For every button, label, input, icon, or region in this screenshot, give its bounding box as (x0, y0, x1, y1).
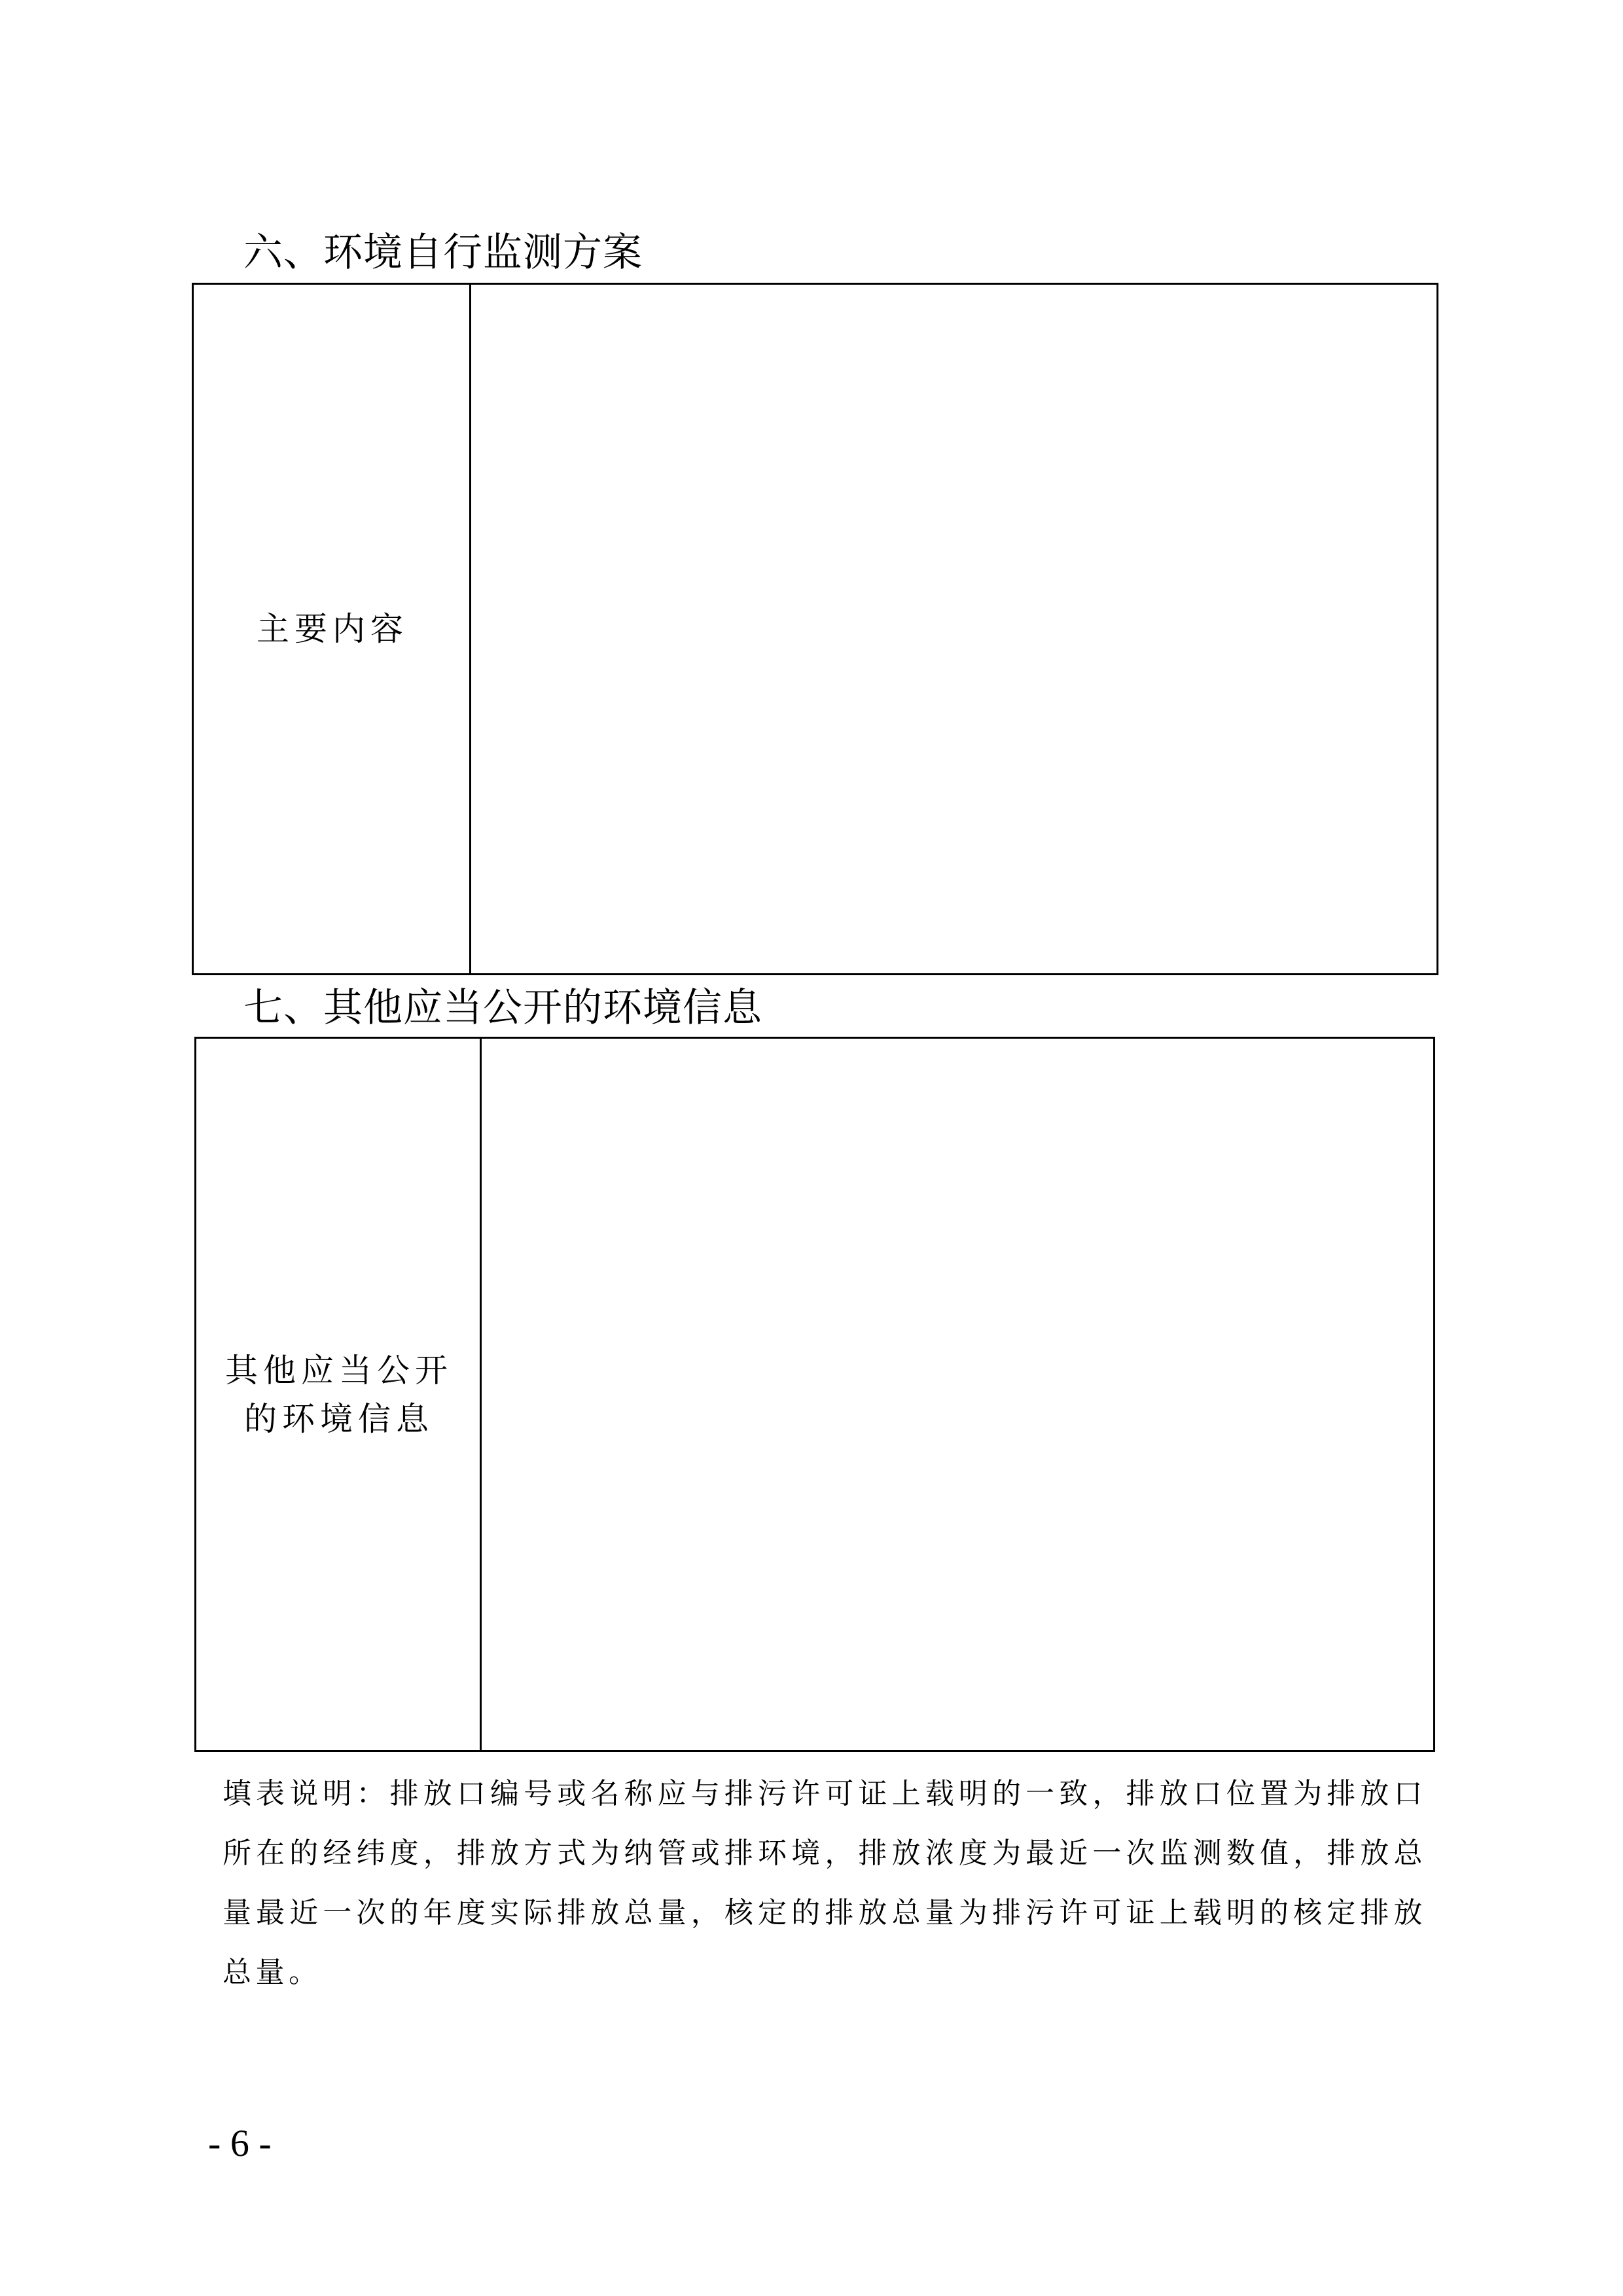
other-info-content-field[interactable] (482, 1039, 1433, 1750)
main-content-field[interactable] (471, 285, 1436, 973)
section-7-heading: 七、其他应当公开的环境信息 (243, 985, 762, 1031)
other-info-label-cell (196, 1039, 482, 1750)
main-content-label-cell (194, 285, 471, 973)
filling-instructions: 填表说明：排放口编号或名称应与排污许可证上载明的一致，排放口位置为排放口所在的经纬度，排放方式为纳管或排环境，排放浓度为最近一次监测数值，排放总量最近一次的年度实际排放总量，核定的排放总量为排污许可证上载明的核定排放总量。 (223, 1777, 1427, 1989)
section-6-heading: 六、环境自行监测方案 (243, 230, 643, 276)
main-content-label: 主要内容 (257, 610, 408, 648)
other-info-label-line1: 其他应当公开 (225, 1351, 453, 1390)
page-number: - 6 - (208, 2122, 272, 2164)
other-info-label-line2: 的环境信息 (244, 1399, 434, 1438)
other-env-info-table (194, 1037, 1435, 1752)
other-info-label (225, 1346, 453, 1443)
monitoring-plan-table (192, 283, 1438, 975)
